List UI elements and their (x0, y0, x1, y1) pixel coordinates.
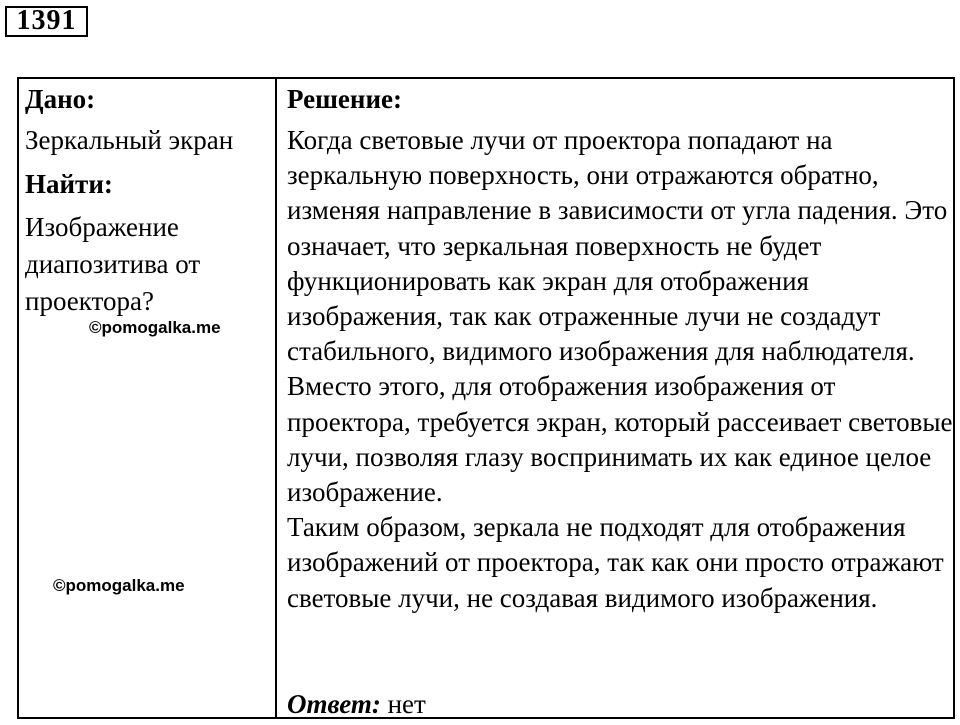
solution-heading: Решение: (287, 84, 402, 114)
answer-value: нет (387, 689, 426, 719)
watermark: ©pomogalka.me (53, 576, 185, 595)
answer-label: Ответ: (287, 689, 381, 719)
watermark: ©pomogalka.me (89, 318, 221, 337)
given-text: Зеркальный экран (25, 125, 234, 155)
find-heading: Найти: (25, 169, 113, 199)
problem-number: 1391 (5, 6, 88, 37)
given-column (25, 79, 271, 717)
task-table (17, 77, 955, 719)
solution-column (287, 79, 953, 717)
solution-paragraph: Когда световые лучи от проектора попадают на зеркальную поверхность, они отражаются обратно, изменяя направление в зависимости от угла падения. Это означает, что зеркальная поверхность не будет функционировать как экран для отображения изображения, так как отраженные лучи не создадут стабильного, видимого изображения для наблюдателя. (287, 125, 948, 367)
find-text: Изображение диапозитива от проектора? (25, 212, 201, 316)
solution-body (287, 123, 953, 616)
solution-paragraph: Вместо этого, для отображения изображения от проектора, требуется экран, который рассеивает световые лучи, позволяя глазу воспринимать их как единое целое изображение. (287, 371, 953, 508)
column-divider (275, 79, 277, 717)
solution-paragraph: Таким образом, зеркала не подходят для отображения изображений от проектора, так как они просто отражают световые лучи, не создавая видимого изображения. (287, 512, 944, 613)
given-heading: Дано: (25, 84, 96, 114)
answer-line (287, 688, 426, 720)
